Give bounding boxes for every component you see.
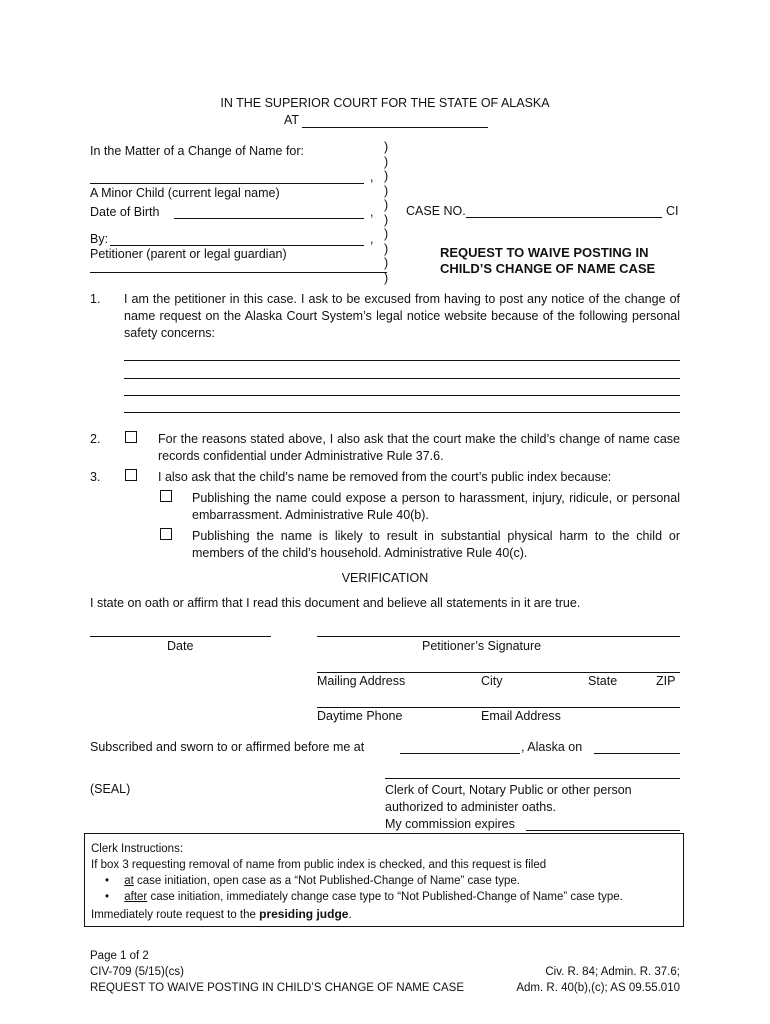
court-heading: IN THE SUPERIOR COURT FOR THE STATE OF ALASKA: [220, 96, 550, 110]
comma: ,: [370, 170, 374, 184]
commission-expires-label: My commission expires: [385, 817, 515, 831]
clerk-instructions-line: If box 3 requesting removal of name from public index is checked, and this request is filed: [91, 859, 547, 871]
city-label: City: [481, 674, 503, 688]
minor-child-label: A Minor Child (current legal name): [90, 186, 280, 200]
alaska-on-label: , Alaska on: [521, 740, 583, 754]
bullet-1-text: case initiation, open case as a “Not Published-Change of Name” case type.: [133, 875, 520, 887]
mailing-address-label: Mailing Address: [317, 674, 406, 688]
at-label: AT: [284, 113, 300, 127]
item-2-checkbox[interactable]: [125, 431, 137, 443]
signature-field[interactable]: [317, 636, 680, 637]
safety-concerns-line-3[interactable]: [124, 395, 680, 396]
item-3a-text: Publishing the name could expose a person to harassment, injury, ridicule, or personal embarrassment. Administrative Rule 40(b).: [192, 491, 680, 522]
date-of-birth-field[interactable]: [174, 218, 364, 219]
case-number-field[interactable]: [466, 217, 662, 218]
child-name-field[interactable]: [90, 183, 364, 184]
clerk-label-line2: authorized to administer oaths.: [385, 800, 556, 814]
presiding-judge-text: presiding judge: [259, 907, 349, 921]
item-1-text: I am the petitioner in this case. I ask to be excused from having to post any notice of the change of name request on the Alaska Court System’s legal notice website because of the following personal safety concerns:: [124, 292, 680, 340]
safety-concerns-line-1[interactable]: [124, 360, 680, 361]
clerk-instructions-bullet: [105, 875, 520, 887]
safety-concerns-line-4[interactable]: [124, 412, 680, 413]
clerk-instructions-box: [84, 833, 684, 927]
matter-label: In the Matter of a Change of Name for:: [90, 144, 305, 158]
date-label: Date: [167, 639, 194, 653]
rules-line-2: Adm. R. 40(b),(c); AS 09.55.010: [516, 982, 680, 994]
document-title-line1: REQUEST TO WAIVE POSTING IN: [440, 245, 649, 260]
commission-expires-field[interactable]: [526, 830, 680, 831]
item-3a-checkbox[interactable]: [160, 490, 172, 502]
date-of-birth-label: Date of Birth: [90, 205, 160, 219]
item-3b-text: Publishing the name is likely to result in substantial physical harm to the child or members of the child’s household. Administrative Rule 40(c).: [192, 529, 680, 560]
clerk-instructions-title: Clerk Instructions:: [91, 843, 184, 855]
bullet-1-lead: at: [124, 875, 134, 887]
state-label: State: [588, 674, 618, 688]
petitioner-label: Petitioner (parent or legal guardian): [90, 247, 287, 261]
safety-concerns-line-2[interactable]: [124, 378, 680, 379]
bullet-icon: •: [105, 891, 110, 903]
sworn-date-field[interactable]: [594, 753, 680, 754]
bullet-2-text: case initiation, immediately change case type to “Not Published-Change of Name” case type.: [147, 891, 623, 903]
date-field[interactable]: [90, 636, 271, 637]
clerk-instructions-route: [91, 907, 352, 921]
clerk-signature-field[interactable]: [385, 778, 680, 779]
bullet-icon: •: [105, 875, 110, 887]
sworn-label: Subscribed and sworn to or affirmed before me at: [90, 740, 365, 754]
daytime-phone-label: Daytime Phone: [317, 709, 403, 723]
page-number: Page 1 of 2: [90, 950, 149, 962]
item-1-number: 1.: [90, 292, 101, 306]
by-label: By:: [90, 232, 109, 246]
item-3-checkbox[interactable]: [125, 469, 137, 481]
zip-label: ZIP: [656, 674, 676, 688]
route-end: .: [348, 909, 352, 921]
document-title-line2: CHILD’S CHANGE OF NAME CASE: [440, 261, 656, 276]
clerk-label-line1: Clerk of Court, Notary Public or other person: [385, 783, 632, 797]
clerk-instructions-bullet: [105, 891, 623, 903]
email-label: Email Address: [481, 709, 561, 723]
item-3b-checkbox[interactable]: [160, 528, 172, 540]
caption-divider: ) ) ) ) ) ) ) ) ) ): [384, 140, 389, 285]
verification-statement: I state on oath or affirm that I read this document and believe all statements in it are true.: [90, 596, 581, 610]
bullet-2-lead: after: [124, 891, 148, 903]
comma: ,: [370, 232, 374, 246]
item-3-number: 3.: [90, 470, 101, 484]
phone-email-field[interactable]: [317, 707, 680, 708]
mailing-address-field[interactable]: [317, 672, 680, 673]
court-location-field[interactable]: [302, 127, 488, 128]
item-3-text: I also ask that the child’s name be removed from the court’s public index because:: [158, 470, 612, 484]
item-2-text: For the reasons stated above, I also ask that the court make the child’s change of name case records confidential under Administrative Rule 37.6.: [158, 432, 680, 463]
sworn-location-field[interactable]: [400, 753, 520, 754]
comma: ,: [370, 205, 374, 219]
caption-bottom-line: [90, 272, 387, 273]
route-text: Immediately route request to the: [91, 909, 260, 921]
case-number-label: CASE NO.: [406, 204, 466, 218]
form-number: CIV-709 (5/15)(cs): [90, 966, 184, 978]
case-type-suffix: CI: [666, 204, 679, 218]
form-title: REQUEST TO WAIVE POSTING IN CHILD’S CHANGE OF NAME CASE: [90, 982, 465, 994]
verification-heading: VERIFICATION: [341, 571, 429, 585]
item-2-number: 2.: [90, 432, 101, 446]
petitioner-name-field[interactable]: [110, 245, 364, 246]
signature-label: Petitioner’s Signature: [422, 639, 542, 653]
seal-label: (SEAL): [90, 782, 131, 796]
rules-line-1: Civ. R. 84; Admin. R. 37.6;: [545, 966, 680, 978]
